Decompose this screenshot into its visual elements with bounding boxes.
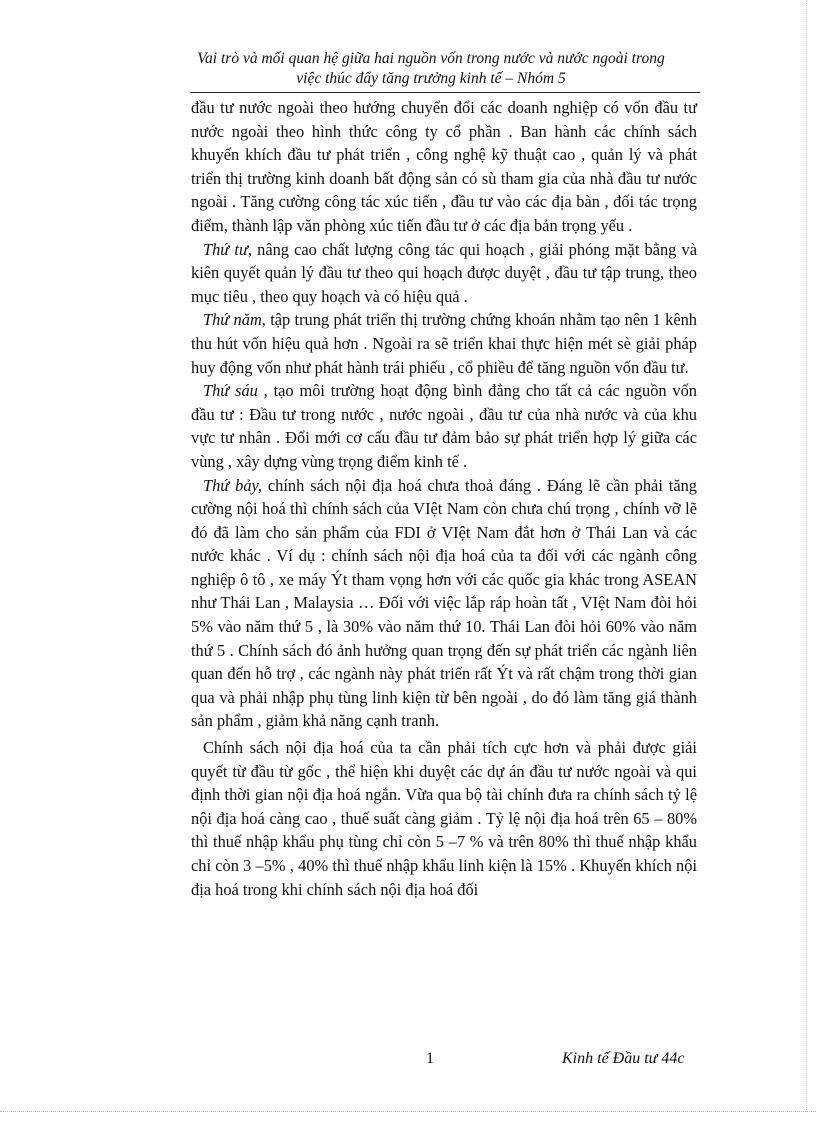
paragraph-5-text: chính sách nội địa hoá chưa thoả đáng . Đáng lẽ cần phải tăng cường nội hoá thì chính sách của VIệt Nam còn chưa chú trọng , chính vỡ lẽ đó đã làm cho sản phẩm của FDI ở VIệt Nam đắt hơn ở Thái Lan và các nước khác . Ví dụ : chính sách nội địa hoá của ta đối với các ngành công nghiệp ô tô , xe máy Ýt tham vọng hơn với các quốc gia khác trong ASEAN như Thái Lan , Malaysia … Đối với việc lắp ráp hoàn tất , VIệt Nam đòi hỏi 5% vào năm thứ 5 , là 30% vào năm thứ 10. Thái Lan đòi hỏi 60% vào năm thứ 5 . Chính sách đó ảnh hưởng quan trọng đến sự phát triển các ngành liên quan đến hỗ trợ , các ngành này phát triển rất Ýt và rất chậm trong thời gian qua và phải nhập phụ tùng linh kiện từ bên ngoài , do đó làm tăng giá thành sản phẩm , giảm khả năng cạnh tranh. [191, 475, 697, 731]
paragraph-6 [191, 736, 697, 901]
paragraph-1 [191, 96, 697, 238]
paragraph-5 [191, 474, 697, 734]
paragraph-2-lead: Thứ tư [203, 239, 248, 259]
page-boundary-bottom [0, 1111, 816, 1112]
paragraph-3 [191, 308, 697, 379]
paragraph-6-text: Chính sách nội địa hoá của ta cần phải tích cực hơn và phải được giải quyết từ đầu từ gốc , thể hiện khi duyệt các dự án đầu tư nước ngoài và qui định thời gian nội địa hoá ngắn. Vừa qua bộ tài chính đưa ra chính sách tỷ lệ nội địa hoá càng cao , thuế suất càng giảm . Tỷ lệ nội địa hoá trên 65 – 80% thì thuế nhập khẩu phụ tùng chỉ còn 5 –7 % và trên 80% thì thuế nhập khẩu chỉ còn 3 –5% , 40% thì thuế nhập khẩu linh kiện là 15% . Khuyến khích nội địa hoá trong khi chính sách nội địa hoá đối [191, 738, 697, 899]
page-header [165, 49, 697, 89]
header-title-line-1: Vai trò và mối quan hệ giữa hai nguồn vốn trong nước và nước ngoài trong [197, 50, 665, 67]
header-title-line-2: việc thúc đẩy tăng trưởng kinh tế – Nhóm 5 [296, 70, 566, 87]
page-number: 1 [426, 1050, 434, 1067]
document-body [191, 96, 697, 901]
paragraph-3-lead: Thứ năm [203, 310, 262, 330]
paragraph-3-text: , tập trung phát triển thị trường chứng khoán nhằm tạo nên 1 kênh thu hút vốn hiệu quả hơn . Ngoài ra sẽ triển khai thực hiện mét sè giải pháp huy động vốn như phát hành trái phiếu , cổ phiều để tăng nguồn vốn đầu tư. [191, 310, 698, 377]
paragraph-1-text: đầu tư nước ngoài theo hướng chuyển đổi các doanh nghiệp có vốn đầu tư nước ngoài theo hình thức công ty cổ phần . Ban hành các chính sách khuyến khích đầu tư phát triển , công nghệ kỹ thuật cao , quản lý và phát triển thị trường kinh doanh bất động sản có sù tham gia của nhà đầu tư nước ngoài . Tăng cường công tác xúc tiến , đầu tư vào các địa bàn , đối tác trọng điểm, thành lập văn phòng xúc tiến đầu tư ở các địa bản trọng yếu . [191, 98, 697, 235]
header-rule [190, 92, 700, 93]
footer-note: Kinh tế Đầu tư 44c [562, 1050, 685, 1067]
paragraph-4-lead: Thứ sáu , [203, 381, 268, 401]
paragraph-2-text: , nâng cao chất lượng công tác qui hoạch , giải phóng mặt bằng và kiên quyết quản lý đầu tư theo qui hoạch được duyệt , đầu tư tập trung, theo mục tiêu , theo quy hoạch và có hiệu quả . [191, 239, 697, 306]
paragraph-5-lead: Thứ bảy, [203, 475, 263, 495]
paragraph-2 [191, 238, 697, 309]
paragraph-4-text: tạo môi trường hoạt động bình đẳng cho tất cả các nguồn vốn đầu tư : Đầu tư trong nước , nước ngoài , đầu tư của nhà nước và của khu vực tư nhân . Đổi mới cơ cấu đầu tư đảm bảo sự phát triển hợp lý giữa các vùng , xây dựng vùng trọng điểm kinh tế . [191, 381, 697, 471]
page-boundary-right [806, 0, 807, 1112]
paragraph-4 [191, 379, 697, 473]
